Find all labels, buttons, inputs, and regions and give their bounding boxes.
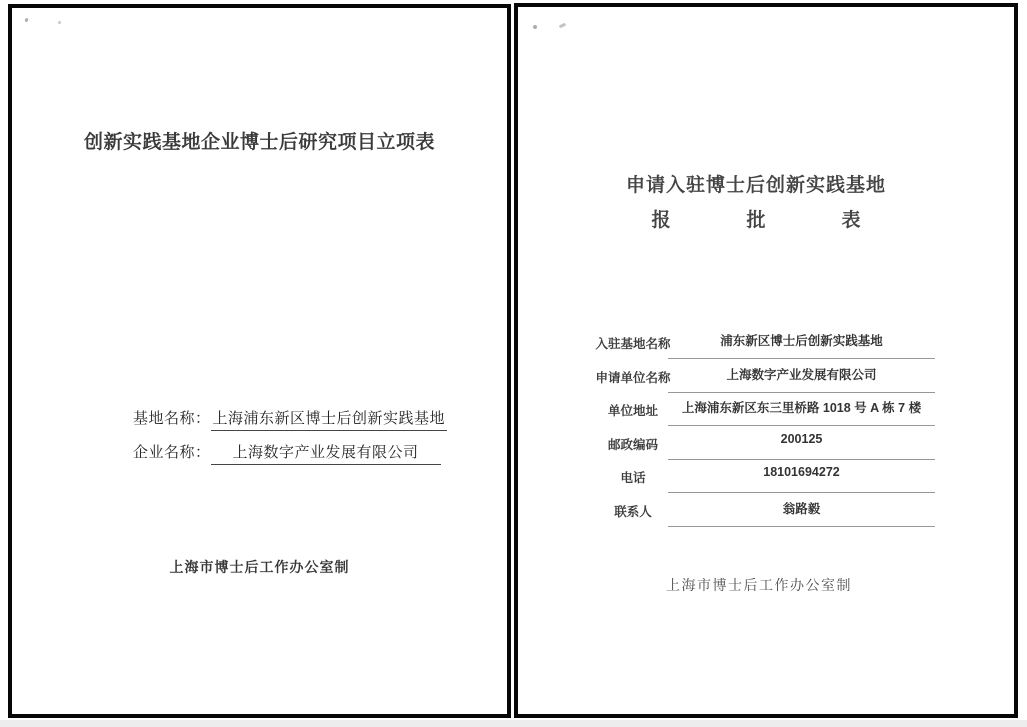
page-footer: 上海市博士后工作办公室制 bbox=[666, 577, 852, 593]
form-row-contact-person bbox=[518, 499, 1014, 532]
scanner-bed-strip bbox=[0, 720, 1027, 727]
scan-speck bbox=[24, 18, 28, 23]
form-label: 邮政编码 bbox=[607, 438, 658, 452]
document-page-right bbox=[514, 3, 1018, 718]
form-label: 电话 bbox=[620, 471, 646, 485]
field-label: 企业名称： bbox=[133, 445, 211, 461]
form-label: 入驻基地名称 bbox=[595, 337, 671, 351]
field-label: 基地名称： bbox=[133, 411, 211, 427]
document-page-left bbox=[8, 4, 511, 718]
form-value: 上海浦东新区东三里桥路 1018 号 A 栋 7 楼 bbox=[668, 398, 935, 426]
form-label: 单位地址 bbox=[607, 404, 658, 418]
page-title: 创新实践基地企业博士后研究项目立项表 bbox=[83, 132, 435, 153]
field-company-name bbox=[133, 441, 441, 462]
application-form bbox=[518, 7, 1014, 714]
page-title-line2: 报 批 表 bbox=[651, 210, 861, 231]
field-base-name bbox=[133, 407, 447, 428]
form-value: 200125 bbox=[668, 432, 935, 460]
form-row-phone bbox=[518, 465, 1014, 498]
form-value: 翁路毅 bbox=[668, 499, 935, 527]
form-row-company-name bbox=[518, 365, 1014, 398]
scan-speck bbox=[58, 21, 61, 24]
form-label: 申请单位名称 bbox=[595, 371, 671, 385]
form-label: 联系人 bbox=[614, 505, 652, 519]
page-footer: 上海市博士后工作办公室制 bbox=[169, 559, 350, 575]
field-value-underlined: 上海数字产业发展有限公司 bbox=[211, 445, 441, 465]
form-row-base-name bbox=[518, 331, 1014, 364]
form-row-address bbox=[518, 398, 1014, 431]
field-value-underlined: 上海浦东新区博士后创新实践基地 bbox=[211, 411, 448, 431]
form-value: 上海数字产业发展有限公司 bbox=[668, 365, 935, 393]
page-title-line1: 申请入驻博士后创新实践基地 bbox=[625, 175, 886, 196]
form-row-postcode bbox=[518, 432, 1014, 465]
form-value: 浦东新区博士后创新实践基地 bbox=[668, 331, 935, 359]
form-value: 18101694272 bbox=[668, 465, 935, 493]
